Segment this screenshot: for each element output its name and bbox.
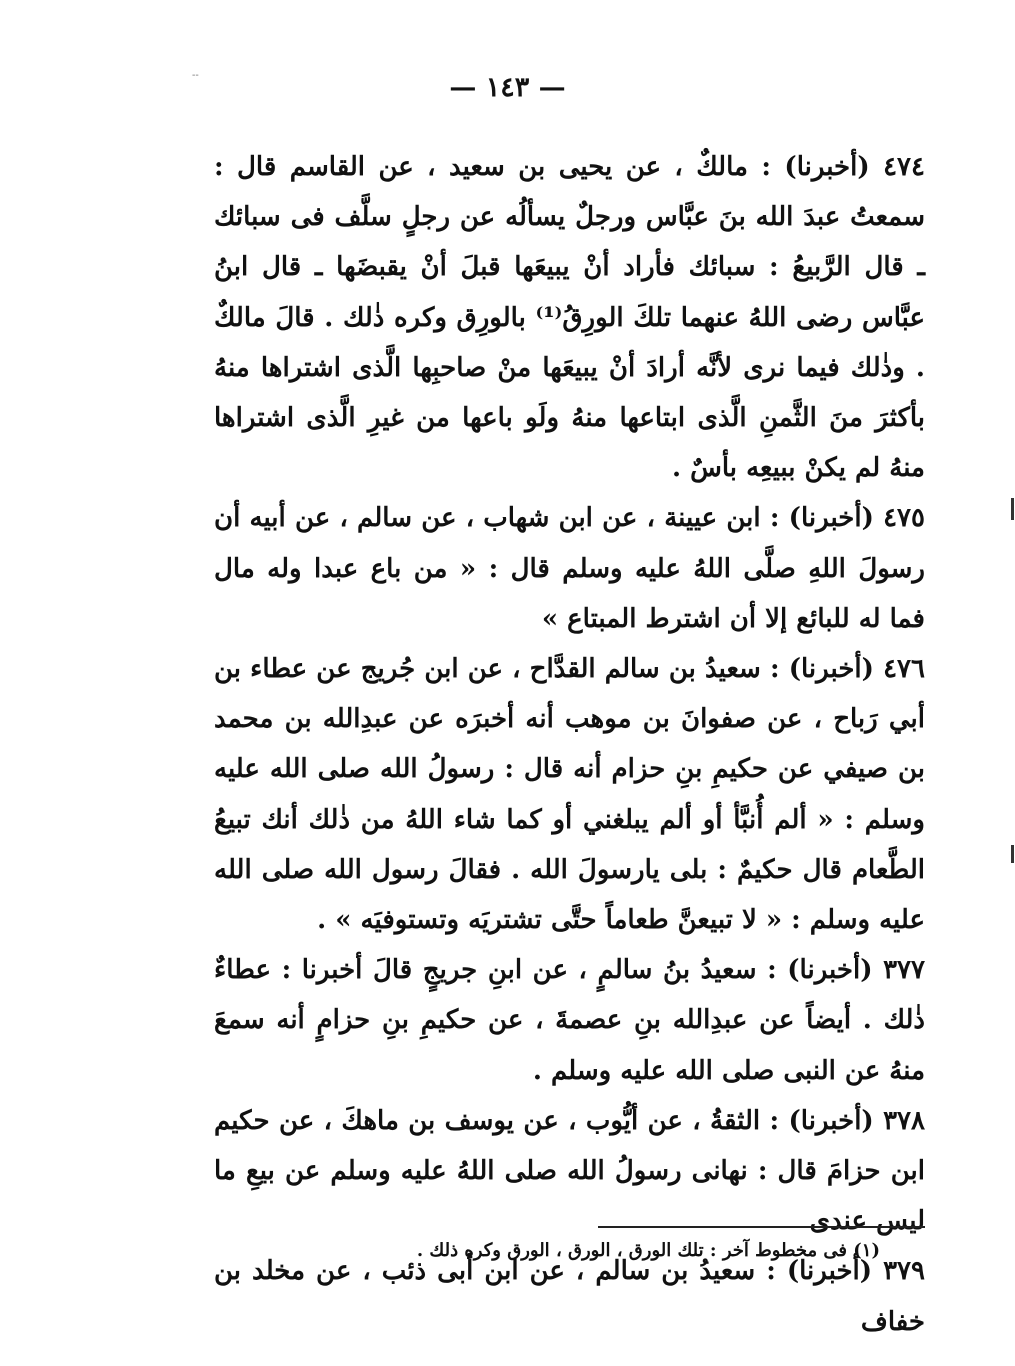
page-number: — ١٤٣ — — [449, 72, 566, 103]
footnote: (١) فى مخطوط آخر : تلك الورق ، الورق ، الورق وكره ذلك . — [416, 1240, 880, 1261]
paragraph-474: ٤٧٤ (أخبرنا) : مالكٌ ، عن يحيى بن سعيد ، عن القاسم قال : سمعتُ عبدَ الله بنَ عبَّاس ورجلٌ يسألُه عن رجلٍ سلَّف فى سبائك ـ قال الرَّبيعُ : سبائك فأراد أنْ يبيعَها قبلَ أنْ يقبضَها ـ قال ابنُ عبَّاس رضى اللهُ عنهما تلكَ الورِقُ⁽¹⁾ بالورِق وكره ذٰلك . قالَ مالكٌ . وذٰلك فيما نرى لأنَّه أرادَ أنْ يبيعَها منْ صاحبِها الَّذى اشتراها منهُ بأكثرَ منَ الثَّمنِ الَّذى ابتاعها منهُ ولَو باعها من غيرِ الَّذى اشتراها منهُ لم يكنْ ببيعِه بأسٌ . — [214, 152, 925, 484]
paragraph-475: ٤٧٥ (أخبرنا) : ابن عيينة ، عن ابن شهاب ، عن سالم ، عن أبيه أن رسولَ اللهِ صلَّى اللهُ عليه وسلم قال : « من باع عبدا وله مال فما له للبائع إلا أن اشترط المبتاع » — [214, 503, 925, 634]
main-text — [214, 142, 925, 1347]
scan-mark-right-bottom — [1011, 845, 1014, 863]
paragraph-379: ٣٧٩ (أخبرنا) : سعيدُ بن سالم ، عن ابن أبى ذئب ، عن مخلد بن خفاف — [214, 1256, 925, 1337]
paragraph-476: ٤٧٦ (أخبرنا) : سعيدُ بن سالم القدَّاح ، عن ابن جُريج عن عطاء بن أبي رَباح ، عن صفوانَ بن موهب أنه أخبرَه عن عبدِالله بن محمد بن صيفي عن حكيمِ بنِ حزام أنه قال : رسولُ الله صلى الله عليه وسلم : « ألم أُنبَّأ أو ألم يبلغني أو كما شاء اللهُ من ذٰلك أنك تبيعُ الطَّعام قال حكيمٌ : بلى يارسولَ الله . فقالَ رسول الله صلى الله عليه وسلم : « لا تبيعنَّ طعاماً حتَّى تشتريَه وتستوفيَه » . — [214, 654, 925, 936]
paragraph-378: ٣٧٨ (أخبرنا) : الثقةُ ، عن أيُّوب ، عن يوسف بن ماهكَ ، عن حكيم ابن حزامَ قال : نهانى رسولُ الله صلى اللهُ عليه وسلم عن بيعِ ما ليس عندى — [214, 1105, 925, 1237]
footnote-divider — [598, 1226, 925, 1228]
scan-mark-right-top — [1011, 498, 1014, 520]
paragraph-377: ٣٧٧ (أخبرنا) : سعيدُ بنُ سالمٍ ، عن ابنِ جريجٍ قالَ أخبرنا : عطاءٌ ذٰلك . أيضاً عن عبدِالله بنِ عصمةَ ، عن حكيمِ بنِ حزامٍ أنه سمعَ منهُ عن النبى صلى الله عليه وسلم . — [214, 955, 925, 1086]
scan-speck: -- — [192, 70, 199, 81]
